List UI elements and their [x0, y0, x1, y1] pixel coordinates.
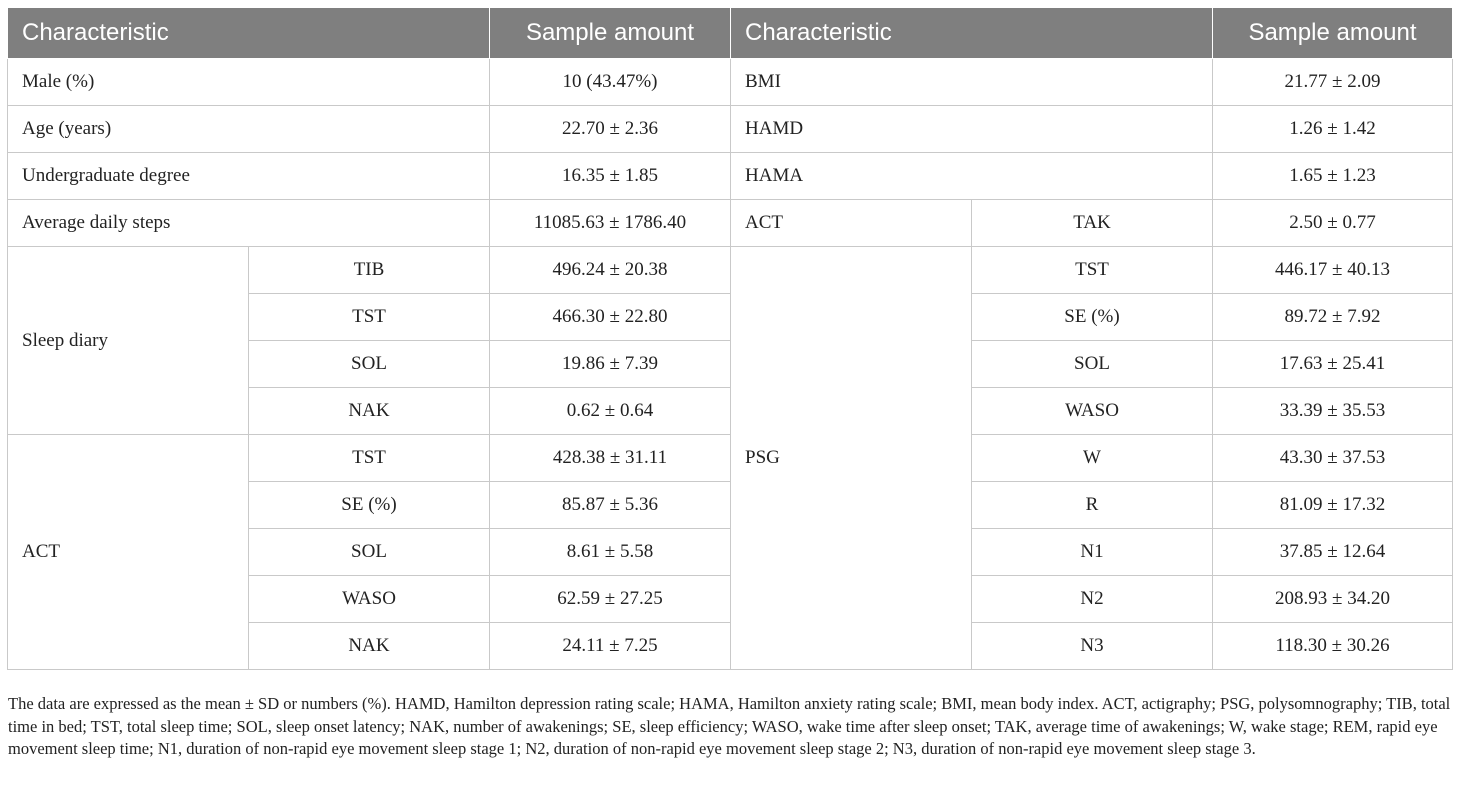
cell-sublabel: TST [972, 247, 1213, 294]
cell-label: HAMD [731, 106, 1213, 153]
cell-value: 62.59 ± 27.25 [490, 576, 731, 623]
cell-value: 10 (43.47%) [490, 59, 731, 106]
cell-value: 11085.63 ± 1786.40 [490, 200, 731, 247]
cell-sublabel: TAK [972, 200, 1213, 247]
cell-value: 496.24 ± 20.38 [490, 247, 731, 294]
cell-value: 43.30 ± 37.53 [1213, 435, 1453, 482]
cell-value: 22.70 ± 2.36 [490, 106, 731, 153]
characteristics-table [7, 7, 1453, 670]
cell-sublabel: SE (%) [249, 482, 490, 529]
cell-value: 37.85 ± 12.64 [1213, 529, 1453, 576]
cell-sublabel: N2 [972, 576, 1213, 623]
header-sample-amount-right: Sample amount [1213, 8, 1453, 59]
cell-value: 17.63 ± 25.41 [1213, 341, 1453, 388]
table-row [8, 59, 1453, 106]
cell-label: BMI [731, 59, 1213, 106]
cell-group-label: ACT [731, 200, 972, 247]
cell-value: 208.93 ± 34.20 [1213, 576, 1453, 623]
cell-sublabel: W [972, 435, 1213, 482]
cell-value: 85.87 ± 5.36 [490, 482, 731, 529]
cell-group-label: Sleep diary [8, 247, 249, 435]
table-row [8, 247, 1453, 294]
cell-value: 118.30 ± 30.26 [1213, 623, 1453, 670]
cell-sublabel: NAK [249, 388, 490, 435]
cell-value: 466.30 ± 22.80 [490, 294, 731, 341]
table-header-row [8, 8, 1453, 59]
header-sample-amount-left: Sample amount [490, 8, 731, 59]
table-row [8, 153, 1453, 200]
cell-value: 446.17 ± 40.13 [1213, 247, 1453, 294]
cell-sublabel: TST [249, 294, 490, 341]
cell-group-label: ACT [8, 435, 249, 670]
cell-sublabel: R [972, 482, 1213, 529]
table-row [8, 435, 1453, 482]
cell-value: 21.77 ± 2.09 [1213, 59, 1453, 106]
cell-sublabel: TIB [249, 247, 490, 294]
cell-sublabel: NAK [249, 623, 490, 670]
header-characteristic-left: Characteristic [8, 8, 490, 59]
cell-label: Male (%) [8, 59, 490, 106]
cell-sublabel: N3 [972, 623, 1213, 670]
cell-label: Age (years) [8, 106, 490, 153]
cell-label: HAMA [731, 153, 1213, 200]
cell-sublabel: SOL [249, 529, 490, 576]
cell-value: 8.61 ± 5.58 [490, 529, 731, 576]
cell-sublabel: N1 [972, 529, 1213, 576]
cell-label: Average daily steps [8, 200, 490, 247]
table-row [8, 200, 1453, 247]
cell-sublabel: TST [249, 435, 490, 482]
cell-sublabel: SOL [972, 341, 1213, 388]
cell-value: 81.09 ± 17.32 [1213, 482, 1453, 529]
cell-value: 2.50 ± 0.77 [1213, 200, 1453, 247]
cell-value: 89.72 ± 7.92 [1213, 294, 1453, 341]
table-footnote: The data are expressed as the mean ± SD or numbers (%). HAMD, Hamilton depression rating scale; HAMA, Hamilton anxiety rating scale; BMI, mean body index. ACT, actigraphy; PSG, polysomnography; TIB, total time in bed; TST, total sleep time; SOL, sleep onset latency; NAK, number of awakenings; SE, sleep efficiency; WASO, wake time after sleep onset; TAK, average time of awakenings; W, wake stage; REM, rapid eye movement sleep time; N1, duration of non-rapid eye movement sleep stage 1; N2, duration of non-rapid eye movement sleep stage 2; N3, duration of non-rapid eye movement sleep stage 3. [8, 694, 1451, 758]
cell-value: 16.35 ± 1.85 [490, 153, 731, 200]
cell-value: 1.65 ± 1.23 [1213, 153, 1453, 200]
cell-sublabel: SE (%) [972, 294, 1213, 341]
cell-value: 1.26 ± 1.42 [1213, 106, 1453, 153]
header-characteristic-right: Characteristic [731, 8, 1213, 59]
cell-label: Undergraduate degree [8, 153, 490, 200]
table-row [8, 106, 1453, 153]
cell-sublabel: WASO [249, 576, 490, 623]
cell-value: 19.86 ± 7.39 [490, 341, 731, 388]
cell-value: 33.39 ± 35.53 [1213, 388, 1453, 435]
cell-value: 428.38 ± 31.11 [490, 435, 731, 482]
cell-group-label: PSG [731, 247, 972, 670]
cell-value: 24.11 ± 7.25 [490, 623, 731, 670]
cell-sublabel: SOL [249, 341, 490, 388]
cell-value: 0.62 ± 0.64 [490, 388, 731, 435]
cell-sublabel: WASO [972, 388, 1213, 435]
